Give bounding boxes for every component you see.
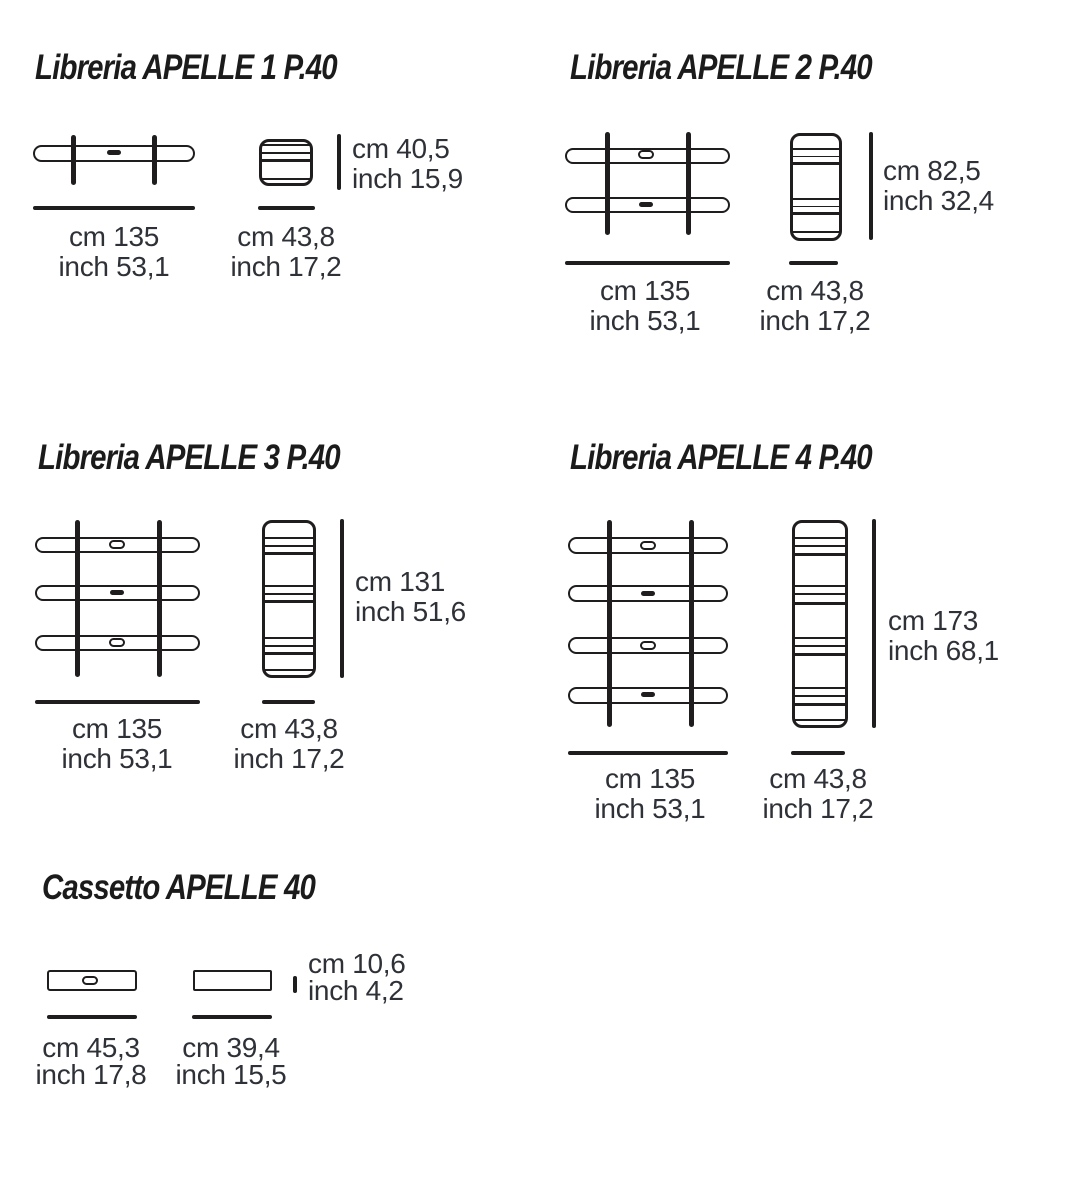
- dim-value-cm: cm 135: [599, 275, 691, 306]
- section-title: Libreria APELLE 4 P.40: [570, 438, 872, 477]
- dim-value-cm: cm 82,5: [883, 155, 981, 186]
- width-dim-line: [47, 1015, 137, 1019]
- dim-value-cm: cm 43,8: [237, 221, 335, 252]
- dim-value-cm: cm 39,4: [182, 1032, 280, 1063]
- dim-value-cm: cm 10,6: [308, 948, 406, 979]
- dim-value-inch: inch 17,8: [35, 1059, 147, 1090]
- drawer-handle-icon: [82, 976, 98, 985]
- dim-value-cm: cm 43,8: [766, 275, 864, 306]
- dim-value-inch: inch 53,1: [589, 305, 701, 336]
- dim-value-cm: cm 43,8: [769, 763, 867, 794]
- dim-value-inch: inch 4,2: [308, 975, 404, 1006]
- depth-dim-label: [121, 1034, 341, 1088]
- section-title: Libreria APELLE 2 P.40: [570, 48, 872, 87]
- dim-value-inch: inch 15,9: [352, 163, 463, 194]
- dim-value-inch: inch 17,2: [230, 251, 342, 282]
- depth-dim-line: [192, 1015, 272, 1019]
- dim-value-inch: inch 51,6: [355, 596, 466, 627]
- section-title: Libreria APELLE 3 P.40: [38, 438, 340, 477]
- dim-value-inch: inch 53,1: [594, 793, 706, 824]
- dim-value-cm: cm 131: [355, 566, 446, 597]
- dim-value-inch: inch 68,1: [888, 635, 999, 666]
- dim-value-cm: cm 45,3: [42, 1032, 140, 1063]
- dim-value-cm: cm 135: [71, 713, 163, 744]
- section-title: Libreria APELLE 1 P.40: [35, 48, 337, 87]
- dim-value-cm: cm 135: [68, 221, 160, 252]
- height-dim-line: [293, 976, 297, 993]
- dim-value-inch: inch 17,2: [759, 305, 871, 336]
- dim-value-cm: cm 40,5: [352, 133, 450, 164]
- dim-value-cm: cm 135: [604, 763, 696, 794]
- section-title: Cassetto APELLE 40: [42, 868, 315, 907]
- dim-value-inch: inch 17,2: [762, 793, 874, 824]
- dim-value-cm: cm 43,8: [240, 713, 338, 744]
- drawer-side: [193, 970, 272, 991]
- dim-value-inch: inch 53,1: [58, 251, 170, 282]
- dim-value-inch: inch 17,2: [233, 743, 345, 774]
- height-dim-label: [308, 950, 406, 1004]
- dim-value-inch: inch 53,1: [61, 743, 173, 774]
- dim-value-cm: cm 173: [888, 605, 979, 636]
- dim-value-inch: inch 15,5: [175, 1059, 287, 1090]
- dim-value-inch: inch 32,4: [883, 185, 994, 216]
